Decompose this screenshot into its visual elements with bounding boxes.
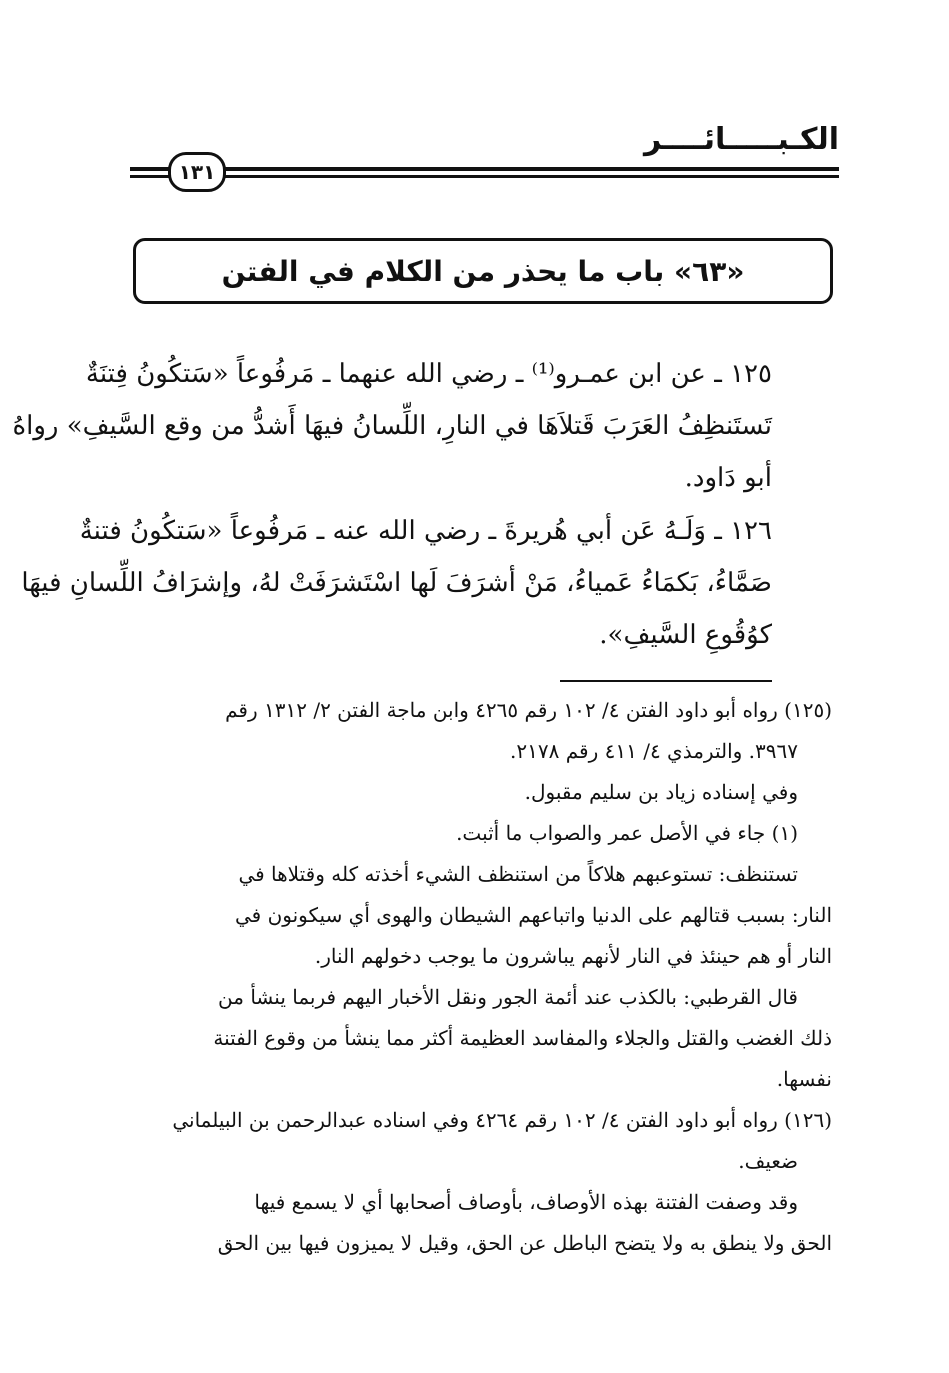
- footnotes: [132, 690, 832, 1264]
- footnote-line: (١) جاء في الأصل عمر والصواب ما أثبت.: [456, 821, 798, 845]
- footnote-line: النار أو هم حينئذ في النار لأنهم يباشرون ما يوجب دخولهم النار.: [314, 944, 832, 968]
- footnote-line: الحق ولا ينطق به ولا يتضح الباطل عن الحق، وقيل لا يميزون فيها بين الحق: [217, 1231, 832, 1255]
- hadith-line: أبو دَاود.: [684, 463, 772, 493]
- footnote-line: (١٢٦) رواه أبو داود الفتن ٤/ ١٠٢ رقم ٤٢٦٤ وفي اسناده عبدالرحمن بن البيلماني: [172, 1108, 832, 1132]
- hadith-125: [12, 348, 772, 504]
- footnote-line: ضعيف.: [738, 1149, 798, 1173]
- hadith-line: صَمَّاءُ، بَكمَاءُ عَمياءُ، مَنْ أشرَفَ لَها اسْتَشرَفَتْ لهُ، وإشرَافُ اللِّسانِ فيهَا: [21, 568, 772, 598]
- footnote-line: وقد وصفت الفتنة بهذه الأوصاف، بأوصاف أصحابها أي لا يسمع فيها: [254, 1190, 798, 1214]
- header-rule-thin: [130, 175, 839, 178]
- chapter-title: «٦٣» باب ما يحذر من الكلام في الفتن: [221, 254, 745, 288]
- running-header-title: الكـبـــــائــــر: [644, 122, 839, 157]
- footnote-line: (١٢٥) رواه أبو داود الفتن ٤/ ١٠٢ رقم ٤٢٦٥ وابن ماجة الفتن ٢/ ١٣١٢ رقم: [225, 698, 832, 722]
- footnote-line: ذلك الغضب والقتل والجلاء والمفاسد العظيمة أكثر مما ينشأ من وقوع الفتنة: [213, 1026, 832, 1050]
- hadith-line: ١٢٦ ـ وَلَـهُ عَن أبي هُريرةَ ـ رضي الله عنه ـ مَرفُوعاً «سَتكُونُ فتنةٌ: [79, 516, 772, 546]
- footnote-line: تستنظف: تستوعبهم هلاكاً من استنظف الشيء أخذته كله وقتلاها في: [238, 862, 798, 886]
- footnote-line: النار: بسبب قتالهم على الدنيا واتباعهم الشيطان والهوى أي سيكونون في: [234, 903, 832, 927]
- footnote-separator: [560, 680, 772, 682]
- hadith-line: تَستَنظِفُ العَرَبَ قَتلاَهَا في النارِ، اللِّسانُ فيهَا أَشدُّ من وقع السَّيفِ» رواهُ: [12, 411, 772, 441]
- hadith-line: كوُقُوعِ السَّيفِ».: [599, 620, 772, 650]
- chapter-heading-box: [133, 238, 833, 304]
- header-rule-thick: [130, 167, 839, 171]
- hadith-126: [21, 505, 772, 661]
- header-rule: [130, 167, 839, 181]
- hadith-line: ١٢٥ ـ عن ابن عمـرو⁽¹⁾ ـ رضي الله عنهما ـ مَرفُوعاً «سَتكُونُ فِتنَةٌ: [85, 359, 772, 389]
- page-number: ١٣١: [168, 152, 226, 192]
- footnote-line: نفسها.: [776, 1067, 832, 1091]
- footnote-line: ٣٩٦٧. والترمذي ٤/ ٤١١ رقم ٢١٧٨.: [510, 739, 798, 763]
- footnote-line: وفي إسناده زياد بن سليم مقبول.: [524, 780, 798, 804]
- footnote-line: قال القرطبي: بالكذب عند أئمة الجور ونقل الأخبار اليهم فربما ينشأ من: [218, 985, 798, 1009]
